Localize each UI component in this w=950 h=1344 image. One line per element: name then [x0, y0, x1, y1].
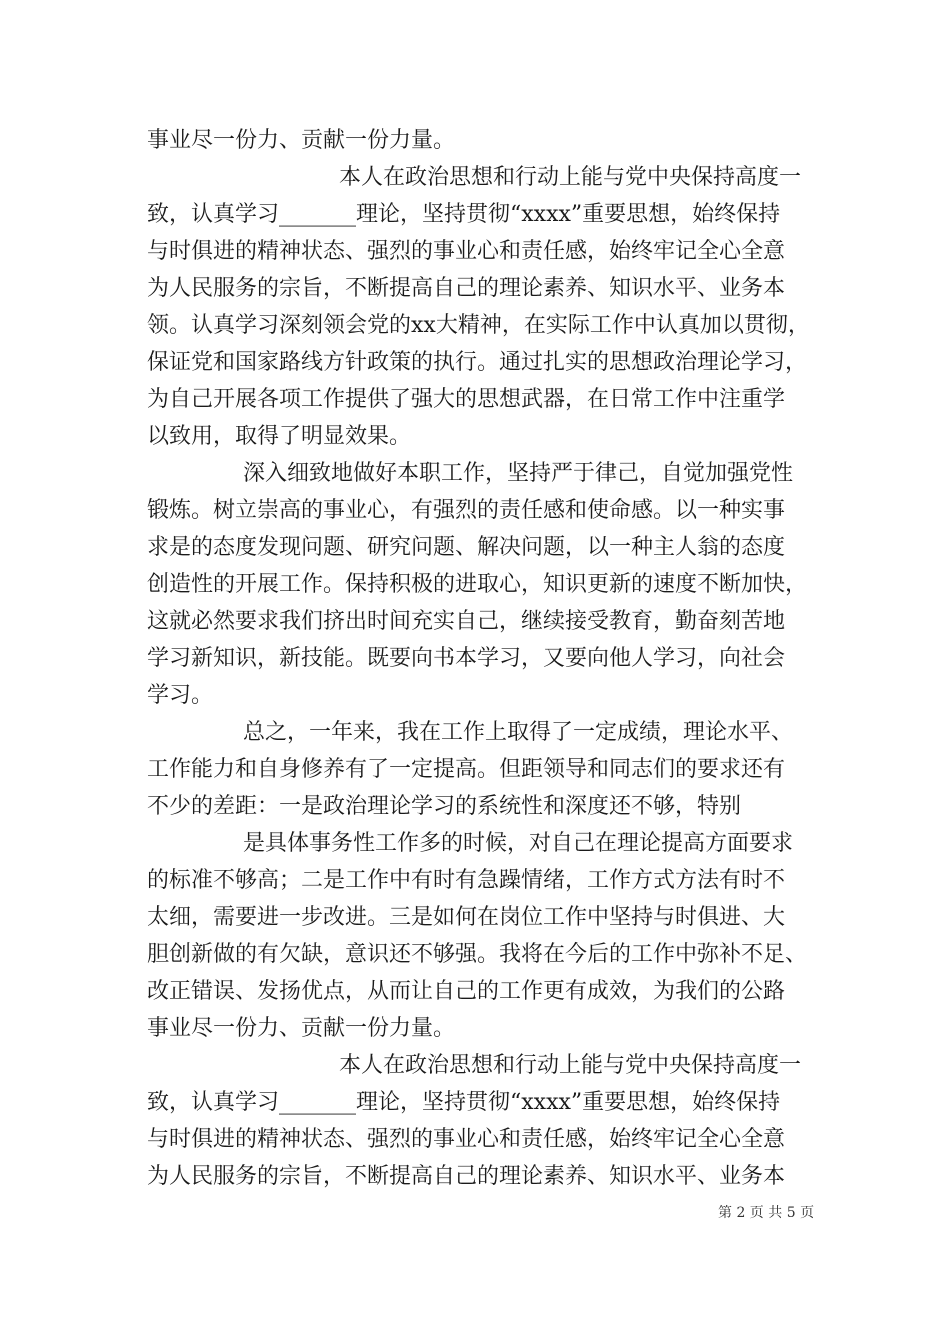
text-line: 的标准不够高；二是工作中有时有急躁情绪，工作方式方法有时不 [147, 868, 786, 893]
text-line: 为人民服务的宗旨，不断提高自己的理论素养、知识水平、业务本 [147, 276, 786, 301]
text-line: 求是的态度发现问题、研究问题、解决问题，以一种主人翁的态度 [147, 535, 786, 560]
text-line: 胆创新做的有欠缺，意识还不够强。我将在今后的工作中弥补不足、 [147, 942, 808, 967]
text-line: 这就必然要求我们挤出时间充实自己，继续接受教育，勤奋刻苦地 [147, 609, 786, 634]
text-line: 是具体事务性工作多的时候，对自己在理论提高方面要求 [243, 831, 794, 856]
document-body [147, 122, 837, 1195]
text-line: 保证党和国家路线方针政策的执行。通过扎实的思想政治理论学习， [147, 350, 808, 375]
text-line: 锻炼。树立崇高的事业心，有强烈的责任感和使命感。以一种实事 [147, 498, 786, 523]
text-line: 与时俱进的精神状态、强烈的事业心和责任感，始终牢记全心全意 [147, 1127, 786, 1152]
text-line: 改正错误、发扬优点，从而让自己的工作更有成效，为我们的公路 [147, 979, 786, 1004]
text-line: 创造性的开展工作。保持积极的进取心，知识更新的速度不断加快， [147, 572, 808, 597]
text-line: 与时俱进的精神状态、强烈的事业心和责任感，始终牢记全心全意 [147, 239, 786, 264]
text-line: 工作能力和自身修养有了一定提高。但距领导和同志们的要求还有 [147, 757, 786, 782]
text-line: 学习。 [147, 683, 214, 708]
text-line: 为人民服务的宗旨，不断提高自己的理论素养、知识水平、业务本 [147, 1164, 786, 1189]
text-line: 学习新知识，新技能。既要向书本学习，又要向他人学习，向社会 [147, 646, 786, 671]
text-line: 为自己开展各项工作提供了强大的思想武器，在日常工作中注重学 [147, 387, 786, 412]
text-line: 深入细致地做好本职工作，坚持严于律己，自觉加强党性 [243, 461, 794, 486]
text-line: 本人在政治思想和行动上能与党中央保持高度一 [339, 165, 802, 190]
text-line: 太细，需要进一步改进。三是如何在岗位工作中坚持与时俱进、大 [147, 905, 786, 930]
text-line: 不少的差距：一是政治理论学习的系统性和深度还不够，特别 [147, 794, 742, 819]
text-line: 领。认真学习深刻领会党的xx大精神，在实际工作中认真加以贯彻， [147, 313, 810, 338]
text-line: 致，认真学习_______理论，坚持贯彻“xxxx”重要思想，始终保持 [147, 1090, 781, 1115]
text-line: 事业尽一份力、贡献一份力量。 [147, 1016, 456, 1041]
text-line: 以致用，取得了明显效果。 [147, 424, 412, 449]
text-line: 总之，一年来，我在工作上取得了一定成绩，理论水平、 [243, 720, 794, 745]
text-line: 事业尽一份力、贡献一份力量。 [147, 128, 456, 153]
text-line: 本人在政治思想和行动上能与党中央保持高度一 [339, 1053, 802, 1078]
page-number: 第 2 页 共 5 页 [718, 1205, 815, 1221]
text-line: 致，认真学习_______理论，坚持贯彻“xxxx”重要思想，始终保持 [147, 202, 781, 227]
